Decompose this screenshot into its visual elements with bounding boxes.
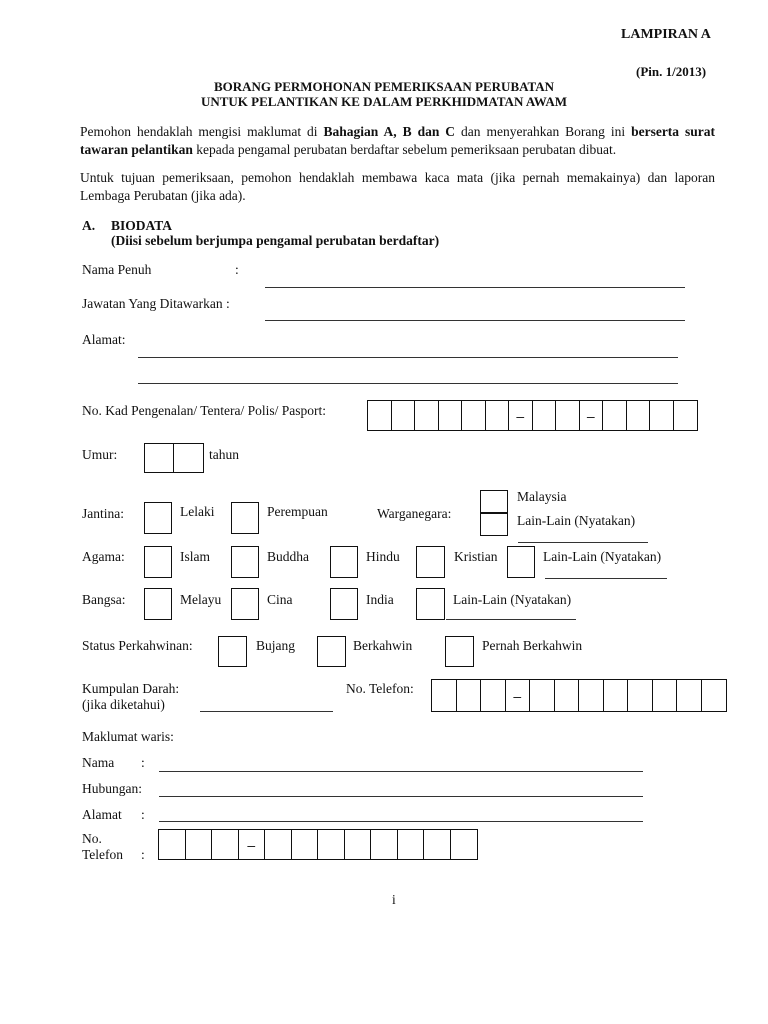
kin-phone-digit-box[interactable] xyxy=(186,830,213,859)
page-number: i xyxy=(392,892,396,907)
section-title: BIODATA xyxy=(111,218,173,233)
kin-name-field[interactable] xyxy=(159,771,643,772)
kin-address-label: Alamat xyxy=(82,807,122,822)
female-checkbox[interactable] xyxy=(231,502,259,534)
marital-single-checkbox[interactable] xyxy=(218,636,247,667)
kin-phone-dash: – xyxy=(239,830,266,859)
citizenship-malaysia-label: Malaysia xyxy=(517,489,567,504)
ic-digit-box[interactable] xyxy=(533,401,557,430)
religion-hindu-checkbox[interactable] xyxy=(330,546,358,578)
full-name-field[interactable] xyxy=(265,287,685,288)
phone-digit-box[interactable] xyxy=(628,680,653,711)
race-melayu-checkbox[interactable] xyxy=(144,588,172,620)
ic-number-label: No. Kad Pengenalan/ Tentera/ Polis/ Pasport: xyxy=(82,403,327,418)
next-of-kin-heading: Maklumat waris: xyxy=(82,729,174,744)
phone-digit-box[interactable] xyxy=(481,680,506,711)
form-title-line2: UNTUK PELANTIKAN KE DALAM PERKHIDMATAN AWAM xyxy=(200,94,568,109)
ic-digit-box[interactable] xyxy=(627,401,651,430)
race-melayu-label: Melayu xyxy=(180,592,222,607)
ic-digit-box[interactable] xyxy=(392,401,416,430)
instruction-paragraph-2: Untuk tujuan pemeriksaan, pemohon hendaklah membawa kaca mata (jika pernah memakainya) dan laporan Lembaga Perubatan (jika ada). xyxy=(80,170,715,203)
citizenship-malaysia-checkbox[interactable] xyxy=(480,490,508,514)
kin-phone-digit-box[interactable] xyxy=(451,830,478,859)
ic-digit-box[interactable] xyxy=(650,401,674,430)
marital-married-label: Berkahwin xyxy=(353,638,413,653)
kin-phone-digit-box[interactable] xyxy=(398,830,425,859)
marital-previously-married-label: Pernah Berkahwin xyxy=(482,638,583,653)
age-label: Umur: xyxy=(82,447,118,462)
kin-phone-digit-box[interactable] xyxy=(345,830,372,859)
kin-address-colon: : xyxy=(141,807,145,822)
marital-married-checkbox[interactable] xyxy=(317,636,346,667)
race-india-label: India xyxy=(366,592,394,607)
phone-digit-box[interactable] xyxy=(432,680,457,711)
race-label: Bangsa: xyxy=(82,592,126,607)
kin-name-colon: : xyxy=(141,755,145,770)
female-option-label: Perempuan xyxy=(267,504,328,519)
race-other-field[interactable] xyxy=(446,619,576,620)
full-name-label: Nama Penuh xyxy=(82,262,152,277)
blood-type-note: (jika diketahui) xyxy=(82,697,165,712)
marital-single-label: Bujang xyxy=(256,638,295,653)
kin-phone-digit-box[interactable] xyxy=(371,830,398,859)
marital-status-label: Status Perkahwinan: xyxy=(82,638,193,653)
form-title-line1: BORANG PERMOHONAN PEMERIKSAAN PERUBATAN xyxy=(213,79,555,94)
religion-other-checkbox[interactable] xyxy=(507,546,535,578)
male-option-label: Lelaki xyxy=(180,504,215,519)
ic-dash: – xyxy=(580,401,604,430)
religion-islam-label: Islam xyxy=(180,549,210,564)
age-boxes[interactable] xyxy=(144,443,204,473)
ic-digit-box[interactable] xyxy=(368,401,392,430)
age-unit: tahun xyxy=(209,447,239,462)
age-digit-box[interactable] xyxy=(174,444,203,472)
race-cina-checkbox[interactable] xyxy=(231,588,259,620)
section-letter: A. xyxy=(82,218,96,233)
citizenship-other-checkbox[interactable] xyxy=(480,512,508,536)
phone-digit-box[interactable] xyxy=(653,680,678,711)
religion-other-field[interactable] xyxy=(545,578,667,579)
religion-hindu-label: Hindu xyxy=(366,549,400,564)
religion-kristian-checkbox[interactable] xyxy=(416,546,445,578)
race-other-checkbox[interactable] xyxy=(416,588,445,620)
kin-phone-digit-box[interactable] xyxy=(292,830,319,859)
race-other-label: Lain-Lain (Nyatakan) xyxy=(453,592,572,607)
religion-kristian-label: Kristian xyxy=(454,549,498,564)
kin-address-field[interactable] xyxy=(159,821,643,822)
ic-dash: – xyxy=(509,401,533,430)
phone-label: No. Telefon: xyxy=(346,681,414,696)
position-offered-label: Jawatan Yang Ditawarkan : xyxy=(82,296,230,311)
ic-digit-box[interactable] xyxy=(486,401,510,430)
kin-phone-label-line2: Telefon xyxy=(82,847,124,862)
citizenship-label: Warganegara: xyxy=(377,506,452,521)
male-checkbox[interactable] xyxy=(144,502,172,534)
phone-digit-box[interactable] xyxy=(457,680,482,711)
marital-previously-married-checkbox[interactable] xyxy=(445,636,474,667)
race-india-checkbox[interactable] xyxy=(330,588,358,620)
ic-digit-box[interactable] xyxy=(674,401,698,430)
full-name-colon: : xyxy=(235,262,239,277)
phone-digit-box[interactable] xyxy=(604,680,629,711)
instruction-paragraph-1: Pemohon hendaklah mengisi maklumat di Bahagian A, B dan C dan menyerahkan Borang ini berserta surat tawaran pelantikan kepada pengamal perubatan berdaftar sebelum pemeriksaan perubatan dibuat. xyxy=(80,124,716,157)
religion-label: Agama: xyxy=(82,549,125,564)
kin-phone-digit-box[interactable] xyxy=(159,830,186,859)
phone-digit-box[interactable] xyxy=(677,680,702,711)
citizenship-other-label: Lain-Lain (Nyatakan) xyxy=(517,513,636,528)
address-label: Alamat: xyxy=(82,332,126,347)
position-offered-field[interactable] xyxy=(265,320,685,321)
religion-buddha-label: Buddha xyxy=(267,549,309,564)
phone-dash: – xyxy=(506,680,531,711)
ic-digit-box[interactable] xyxy=(439,401,463,430)
phone-digit-box[interactable] xyxy=(530,680,555,711)
ic-digit-box[interactable] xyxy=(462,401,486,430)
race-cina-label: Cina xyxy=(267,592,293,607)
phone-digit-box[interactable] xyxy=(702,680,727,711)
gender-label: Jantina: xyxy=(82,506,124,521)
kin-name-label: Nama xyxy=(82,755,115,770)
kin-phone-colon: : xyxy=(141,847,145,862)
phone-digit-box[interactable] xyxy=(555,680,580,711)
annex-label: LAMPIRAN A xyxy=(621,27,711,42)
kin-relationship-label: Hubungan: xyxy=(82,781,142,796)
blood-type-field[interactable] xyxy=(200,711,333,712)
religion-islam-checkbox[interactable] xyxy=(144,546,172,578)
ic-number-boxes[interactable] xyxy=(367,400,698,431)
reference-number: (Pin. 1/2013) xyxy=(636,64,707,79)
age-digit-box[interactable] xyxy=(145,444,174,472)
address-field-line2[interactable] xyxy=(138,383,678,384)
phone-digit-box[interactable] xyxy=(579,680,604,711)
kin-phone-label-line1: No. xyxy=(82,831,102,846)
religion-other-label: Lain-Lain (Nyatakan) xyxy=(543,549,662,564)
ic-digit-box[interactable] xyxy=(556,401,580,430)
kin-phone-digit-box[interactable] xyxy=(212,830,239,859)
section-subtitle: (Diisi sebelum berjumpa pengamal perubatan berdaftar) xyxy=(111,233,440,248)
kin-phone-digit-box[interactable] xyxy=(265,830,292,859)
phone-number-boxes[interactable] xyxy=(431,679,727,712)
address-field-line1[interactable] xyxy=(138,357,678,358)
citizenship-other-field[interactable] xyxy=(518,542,648,543)
kin-phone-digit-box[interactable] xyxy=(318,830,345,859)
ic-digit-box[interactable] xyxy=(415,401,439,430)
blood-type-label: Kumpulan Darah: xyxy=(82,681,180,696)
kin-phone-boxes[interactable] xyxy=(158,829,478,860)
ic-digit-box[interactable] xyxy=(603,401,627,430)
kin-relationship-field[interactable] xyxy=(159,796,643,797)
kin-phone-digit-box[interactable] xyxy=(424,830,451,859)
religion-buddha-checkbox[interactable] xyxy=(231,546,259,578)
